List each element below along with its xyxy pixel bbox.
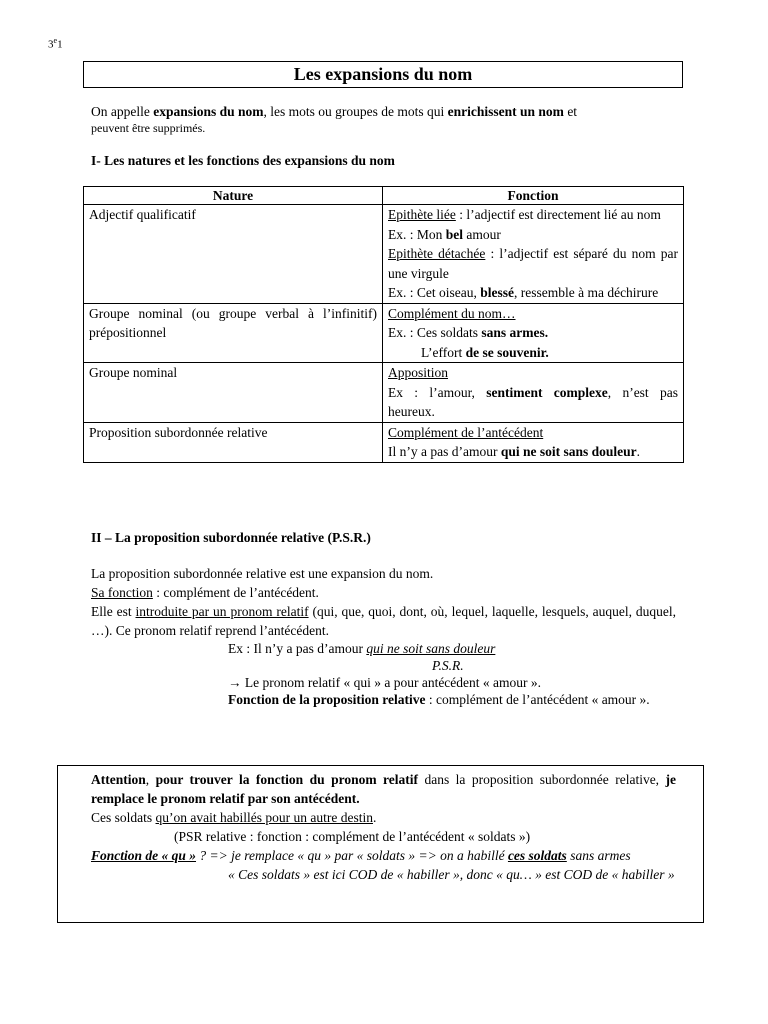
psr-example	[228, 640, 674, 708]
header-nature: Nature	[84, 187, 383, 205]
page-title: Les expansions du nom	[83, 61, 683, 88]
intro-paragraph: On appelle expansions du nom, les mots ou groupes de mots qui enrichissent un nom et peuvent être supprimés.	[91, 104, 578, 135]
section1-heading: I- Les natures et les fonctions des expansions du nom	[91, 153, 395, 168]
table-row	[84, 205, 684, 304]
header-fonction: Fonction	[383, 187, 684, 205]
attention-text: Attention, pour trouver la fonction du pronom relatif dans la proposition subordonnée relative, je remplace le pronom relatif par son antécédent. Ces soldats qu’on avait habillés pour un autre destin. (PSR relative : fonction : complément de l’antécédent « soldats ») Fonction de « qu » ? => je remplace « qu » par « soldats » => on a habillé ces soldats sans armes « Ces soldats » est ici COD de « habiller », donc « qu… » est COD de « habiller »	[91, 772, 677, 882]
cell-nature: Groupe nominal (ou groupe verbal à l’infinitif) prépositionnel	[84, 303, 383, 363]
table-row	[84, 422, 684, 462]
arrow-line: → Le pronom relatif « qui » a pour antécédent « amour ».	[228, 675, 542, 690]
expansions-table	[83, 186, 684, 463]
cell-fonction: Apposition Ex : l’amour, sentiment complexe, n’est pas heureux.	[383, 363, 684, 423]
section2-heading: II – La proposition subordonnée relative (P.S.R.)	[91, 530, 371, 545]
table-row	[84, 303, 684, 363]
class-label: 3e1	[48, 36, 63, 51]
table-header-row	[84, 187, 684, 205]
cell-fonction: Epithète liée : l’adjectif est directement lié au nom Ex. : Mon bel amour Epithète détachée : l’adjectif est séparé du nom par une virgule Ex. : Cet oiseau, blessé, ressemble à ma déchirure	[383, 205, 684, 304]
cell-fonction: Complément du nom… Ex. : Ces soldats sans armes. L’effort de se souvenir.	[383, 303, 684, 363]
psr-paragraph: La proposition subordonnée relative est une expansion du nom. Sa fonction : complément de l’antécédent. Elle est introduite par un pronom relatif (qui, que, quoi, dont, où, lequel, laquelle, lesquels, auquel, duquel, …). Ce pronom relatif reprend l’antécédent.	[91, 566, 676, 638]
attention-box	[57, 765, 704, 923]
psr-label: P.S.R.	[432, 658, 464, 673]
cell-nature: Proposition subordonnée relative	[84, 422, 383, 462]
function-line: Fonction de la proposition relative : complément de l’antécédent « amour ».	[228, 692, 650, 707]
cell-nature: Groupe nominal	[84, 363, 383, 423]
cell-nature: Adjectif qualificatif	[84, 205, 383, 304]
table-row	[84, 363, 684, 423]
example-line: Ex : Il n’y a pas d’amour qui ne soit sans douleur	[228, 641, 496, 656]
cell-fonction: Complément de l’antécédent Il n’y a pas d’amour qui ne soit sans douleur.	[383, 422, 684, 462]
